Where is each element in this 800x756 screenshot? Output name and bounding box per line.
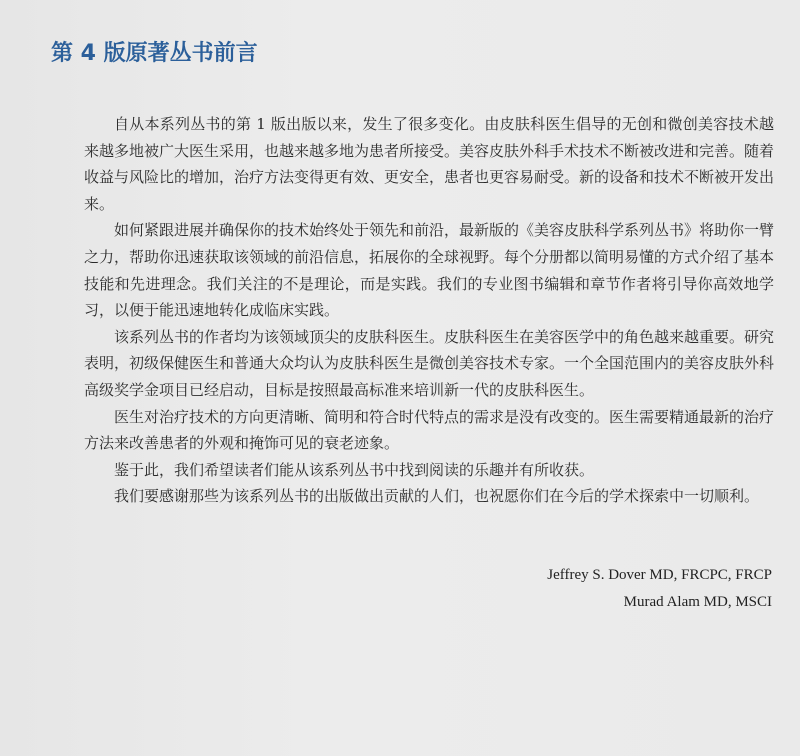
paragraph-3: 该系列丛书的作者均为该领域顶尖的皮肤科医生。皮肤科医生在美容医学中的角色越来越重要。研究表明，初级保健医生和普通大众均认为皮肤科医生是微创美容技术专家。一个全国范围内的美容皮肤外科高级奖学金项目已经启动，目标是按照最高标准来培训新一代的皮肤科医生。 — [84, 327, 775, 399]
paragraph-6: 我们要感谢那些为该系列丛书的出版做出贡献的人们，也祝愿你们在今后的学术探索中一切顺利。 — [114, 487, 760, 506]
paragraph-1: 自从本系列丛书的第 1 版出版以来，发生了很多变化。由皮肤科医生倡导的无创和微创美容技术越来越多地被广大医生采用，也越来越多地为患者所接受。美容皮肤外科手术技术不断被改进和完善。随着收益与风险比的增加，治疗方法变得更有效、更安全，患者也更容易耐受。新的设备和技术不断被开发出来。 — [84, 115, 775, 213]
preface-body — [84, 111, 774, 510]
paragraph-2: 如何紧跟进展并确保你的技术始终处于领先和前沿，最新版的《美容皮肤科学系列丛书》将助你一臂之力，帮助你迅速获取该领域的前沿信息，拓展你的全球视野。每个分册都以简明易懂的方式介绍了基本技能和先进理念。我们关注的不是理论，而是实践。我们的专业图书编辑和章节作者将引导你高效地学习，以便于能迅速地转化成临床实践。 — [84, 221, 775, 320]
signature-alam: Murad Alam MD, MSCI — [623, 594, 772, 610]
paragraph-5: 鉴于此，我们希望读者们能从该系列丛书中找到阅读的乐趣并有所收获。 — [114, 460, 595, 479]
signature-dover: Jeffrey S. Dover MD, FRCPC, FRCP — [547, 567, 772, 583]
page-title: 第 4 版原著丛书前言 — [51, 41, 258, 66]
paragraph-4: 医生对治疗技术的方向更清晰、简明和符合时代特点的需求是没有改变的。医生需要精通最新的治疗方法来改善患者的外观和掩饰可见的衰老迹象。 — [84, 407, 775, 453]
